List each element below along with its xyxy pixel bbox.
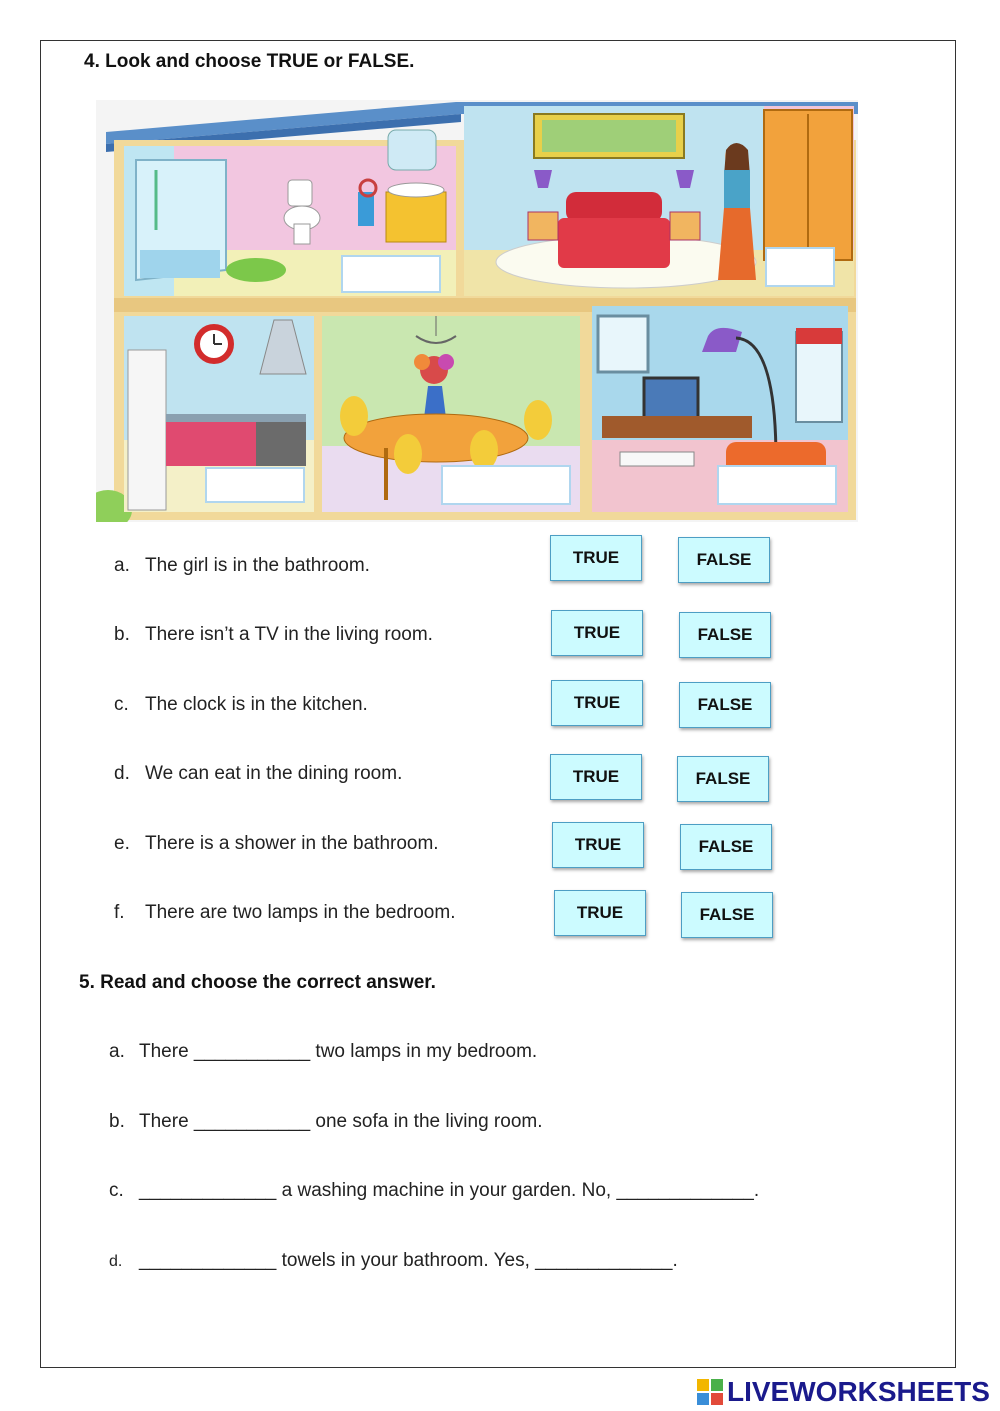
statement-label: f. [114, 902, 125, 923]
false-button-e[interactable]: FALSE [680, 824, 772, 870]
q5-item-label: b. [109, 1111, 125, 1132]
true-button-b[interactable]: TRUE [551, 610, 643, 656]
true-button-c[interactable]: TRUE [551, 680, 643, 726]
q5-item-text: _____________ a washing machine in your garden. No, _____________. [139, 1180, 760, 1201]
statement-label: b. [114, 624, 130, 645]
q5-item-label: a. [109, 1041, 125, 1062]
q5-item-a [109, 1041, 537, 1063]
q5-item-label: d. [109, 1253, 123, 1270]
true-button-e[interactable]: TRUE [552, 822, 644, 868]
statement-label: d. [114, 763, 130, 784]
true-button-f[interactable]: TRUE [554, 890, 646, 936]
q5-item-d [109, 1250, 678, 1272]
house-illustration [96, 100, 858, 522]
q4-heading: 4. Look and choose TRUE or FALSE. [84, 51, 415, 72]
q5-item-text: There ___________ one sofa in the living room. [139, 1111, 543, 1132]
false-button-a[interactable]: FALSE [678, 537, 770, 583]
statement-e [114, 833, 439, 855]
q5-item-text: _____________ towels in your bathroom. Yes, _____________. [139, 1250, 678, 1271]
false-button-f[interactable]: FALSE [681, 892, 773, 938]
statement-a [114, 555, 370, 577]
bedroom-room [464, 106, 854, 296]
q5-heading: 5. Read and choose the correct answer. [79, 972, 436, 993]
false-button-d[interactable]: FALSE [677, 756, 769, 802]
statement-text: There isn’t a TV in the living room. [145, 624, 433, 645]
statement-text: The clock is in the kitchen. [145, 694, 368, 715]
statement-text: There is a shower in the bathroom. [145, 833, 439, 854]
statement-d [114, 763, 402, 785]
bathroom-room [124, 130, 456, 296]
q5-item-text: There ___________ two lamps in my bedroom. [139, 1041, 538, 1062]
statement-f [114, 902, 456, 924]
statement-label: c. [114, 694, 129, 715]
false-button-b[interactable]: FALSE [679, 612, 771, 658]
statement-text: There are two lamps in the bedroom. [145, 902, 456, 923]
kitchen-room [124, 316, 314, 512]
liveworksheets-logo-icon [697, 1379, 723, 1405]
statement-text: The girl is in the bathroom. [145, 555, 370, 576]
true-button-a[interactable]: TRUE [550, 535, 642, 581]
statement-label: a. [114, 555, 130, 576]
statement-text: We can eat in the dining room. [145, 763, 403, 784]
statement-c [114, 694, 368, 716]
q5-item-b [109, 1111, 543, 1133]
brand-text: LIVEWORKSHEETS [727, 1376, 990, 1407]
false-button-c[interactable]: FALSE [679, 682, 771, 728]
q5-item-label: c. [109, 1180, 124, 1201]
liveworksheets-logo [697, 1376, 990, 1408]
statement-b [114, 624, 433, 646]
living-room [592, 306, 848, 512]
true-button-d[interactable]: TRUE [550, 754, 642, 800]
statement-label: e. [114, 833, 130, 854]
q5-item-c [109, 1180, 759, 1202]
dining-room [322, 316, 580, 512]
